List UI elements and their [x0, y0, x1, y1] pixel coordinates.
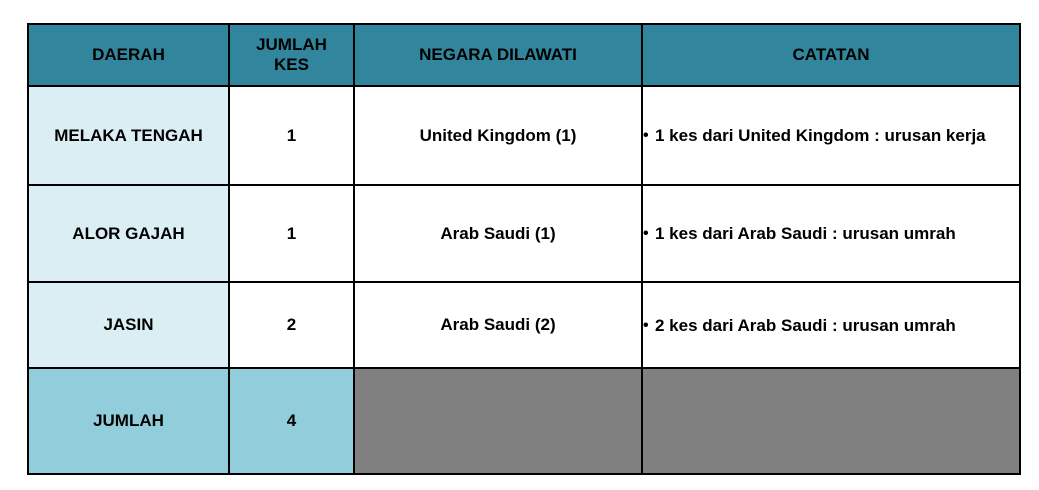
- note-cell: [642, 185, 1020, 282]
- district-cell: JASIN: [28, 282, 229, 368]
- note-text: 2 kes dari Arab Saudi : urusan umrah: [655, 315, 956, 335]
- country-cell: Arab Saudi (1): [354, 185, 642, 282]
- note-line: [643, 125, 1019, 146]
- total-row: [28, 368, 1020, 474]
- header-row: [28, 24, 1020, 86]
- bullet-icon: •: [643, 316, 649, 334]
- case-table: [27, 23, 1021, 475]
- case-table-container: [27, 23, 1019, 473]
- district-cell: MELAKA TENGAH: [28, 86, 229, 185]
- note-text: 1 kes dari United Kingdom : urusan kerja: [655, 126, 986, 145]
- country-cell: United Kingdom (1): [354, 86, 642, 185]
- note-text: 1 kes dari Arab Saudi : urusan umrah: [655, 224, 956, 243]
- country-cell: Arab Saudi (2): [354, 282, 642, 368]
- total-label-cell: JUMLAH: [28, 368, 229, 474]
- empty-note-cell: [642, 368, 1020, 474]
- note-line: [643, 315, 1019, 336]
- note-cell: [642, 86, 1020, 185]
- table-row: [28, 282, 1020, 368]
- table-row: [28, 185, 1020, 282]
- header-note: CATATAN: [642, 24, 1020, 86]
- header-case-count-line2: KES: [274, 55, 309, 74]
- case-count-cell: 1: [229, 86, 354, 185]
- header-case-count: [229, 24, 354, 86]
- total-count-cell: 4: [229, 368, 354, 474]
- case-count-cell: 1: [229, 185, 354, 282]
- case-count-cell: 2: [229, 282, 354, 368]
- empty-country-cell: [354, 368, 642, 474]
- note-cell: [642, 282, 1020, 368]
- district-cell: ALOR GAJAH: [28, 185, 229, 282]
- header-country: NEGARA DILAWATI: [354, 24, 642, 86]
- table-row: [28, 86, 1020, 185]
- note-line: [643, 223, 1019, 244]
- header-district: DAERAH: [28, 24, 229, 86]
- header-case-count-line1: JUMLAH: [256, 35, 327, 54]
- bullet-icon: •: [643, 127, 649, 144]
- bullet-icon: •: [643, 225, 649, 242]
